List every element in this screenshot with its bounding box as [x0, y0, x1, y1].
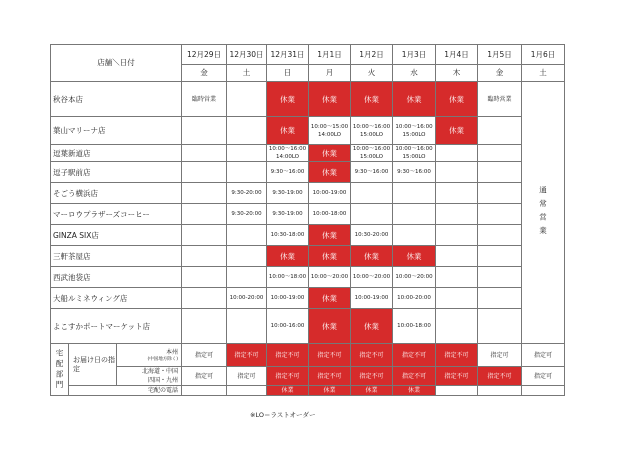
day-header: 日 — [267, 65, 309, 82]
hours-cell — [436, 204, 478, 225]
hours-cell — [393, 183, 436, 204]
hours-cell — [351, 204, 393, 225]
delivery-cell — [227, 386, 267, 396]
unavailable-cell: 指定不可 — [267, 367, 309, 386]
hours-cell — [227, 246, 267, 267]
hours-cell — [436, 145, 478, 162]
table-row — [51, 344, 565, 367]
store-name: 逗葉新道店 — [51, 145, 182, 162]
day-header: 木 — [436, 65, 478, 82]
hours-cell: 10:00～16:00 15:00LO — [393, 145, 436, 162]
hours-cell — [393, 225, 436, 246]
hours-cell: 9:30～16:00 — [393, 162, 436, 183]
hours-cell: 9:30～16:00 — [267, 162, 309, 183]
delivery-cell: 指定可 — [522, 344, 565, 367]
hours-cell: 10:00-16:00 — [267, 309, 309, 344]
table-row — [51, 288, 565, 309]
delivery-cell — [436, 386, 478, 396]
delivery-cell: 指定可 — [227, 367, 267, 386]
hours-cell — [478, 204, 522, 225]
hours-cell — [351, 183, 393, 204]
hours-cell: 10:00～15:00 14:00LO — [309, 117, 351, 145]
store-name: そごう横浜店 — [51, 183, 182, 204]
hours-cell — [436, 225, 478, 246]
delivery-row-label: 本州 (中国地方除く) — [117, 344, 182, 367]
unavailable-cell: 休業 — [393, 386, 436, 396]
hours-cell — [227, 117, 267, 145]
date-header: 1月4日 — [436, 45, 478, 65]
hours-cell — [227, 225, 267, 246]
delivery-row-label: 宅配の電話 — [69, 386, 182, 396]
table-row — [51, 45, 565, 65]
store-name: よこすかポートマーケット店 — [51, 309, 182, 344]
hours-cell: 10:00～18:00 — [267, 267, 309, 288]
hours-cell — [478, 309, 522, 344]
hours-cell — [436, 246, 478, 267]
hours-cell — [436, 183, 478, 204]
hours-cell — [393, 204, 436, 225]
date-header: 12月29日 — [182, 45, 227, 65]
closed-cell: 休業 — [267, 117, 309, 145]
corner-header: 店舗＼日付 — [51, 45, 182, 82]
unavailable-cell: 指定不可 — [267, 344, 309, 367]
date-header: 1月3日 — [393, 45, 436, 65]
hours-cell: 10:00～16:00 14:00LO — [267, 145, 309, 162]
hours-cell — [182, 267, 227, 288]
date-header: 12月31日 — [267, 45, 309, 65]
hours-cell — [478, 162, 522, 183]
hours-cell: 9:30～16:00 — [351, 162, 393, 183]
hours-cell: 10:30-18:00 — [267, 225, 309, 246]
store-name: 秋谷本店 — [51, 82, 182, 117]
hours-cell — [182, 309, 227, 344]
closed-cell: 休業 — [309, 82, 351, 117]
closed-cell: 休業 — [309, 288, 351, 309]
hours-cell — [182, 145, 227, 162]
hours-cell — [478, 145, 522, 162]
hours-cell — [436, 267, 478, 288]
delivery-cell: 指定可 — [478, 344, 522, 367]
unavailable-cell: 休業 — [351, 386, 393, 396]
table-row — [51, 145, 565, 162]
hours-cell — [436, 162, 478, 183]
unavailable-cell: 指定不可 — [351, 344, 393, 367]
hours-cell: 10:00-18:00 — [309, 204, 351, 225]
table-row — [51, 117, 565, 145]
table-row — [51, 225, 565, 246]
delivery-cell: 指定可 — [182, 367, 227, 386]
hours-cell: 10:00-20:00 — [393, 288, 436, 309]
day-header: 火 — [351, 65, 393, 82]
hours-cell — [182, 246, 227, 267]
hours-cell — [478, 288, 522, 309]
table-row — [51, 204, 565, 225]
closed-cell: 休業 — [351, 246, 393, 267]
table-row — [51, 246, 565, 267]
unavailable-cell: 指定不可 — [309, 344, 351, 367]
hours-cell: 10:00～16:00 15:00LO — [351, 117, 393, 145]
unavailable-cell: 指定不可 — [393, 367, 436, 386]
footnote: ※LO＝ラストオーダー — [250, 411, 316, 419]
store-name: 西武池袋店 — [51, 267, 182, 288]
hours-cell: 10:00-20:00 — [227, 288, 267, 309]
store-name: 葉山マリーナ店 — [51, 117, 182, 145]
hours-cell: 臨時営業 — [182, 82, 227, 117]
hours-cell: 10:00～20:00 — [309, 267, 351, 288]
store-name: 三軒茶屋店 — [51, 246, 182, 267]
closed-cell: 休業 — [351, 309, 393, 344]
date-header: 1月6日 — [522, 45, 565, 65]
hours-cell: 10:00-18:00 — [393, 309, 436, 344]
unavailable-cell: 指定不可 — [393, 344, 436, 367]
hours-cell: 10:00～20:00 — [393, 267, 436, 288]
closed-cell: 休業 — [393, 82, 436, 117]
hours-cell — [182, 117, 227, 145]
store-name: マーロウプラザーズコーヒー — [51, 204, 182, 225]
regular-hours-label: 通常営業 — [522, 82, 565, 344]
delivery-row-sublabel: (中国地方除く) — [147, 356, 178, 362]
hours-cell: 10:00-19:00 — [351, 288, 393, 309]
delivery-cell — [182, 386, 227, 396]
delivery-cell: 指定可 — [182, 344, 227, 367]
closed-cell: 休業 — [309, 145, 351, 162]
table-row — [51, 309, 565, 344]
closed-cell: 休業 — [436, 82, 478, 117]
closed-cell: 休業 — [309, 162, 351, 183]
unavailable-cell: 休業 — [267, 386, 309, 396]
date-header: 1月1日 — [309, 45, 351, 65]
unavailable-cell: 指定不可 — [436, 344, 478, 367]
hours-cell — [478, 117, 522, 145]
hours-cell — [436, 288, 478, 309]
closed-cell: 休業 — [267, 82, 309, 117]
closed-cell: 休業 — [351, 82, 393, 117]
hours-cell — [182, 225, 227, 246]
hours-cell — [182, 183, 227, 204]
hours-cell — [182, 288, 227, 309]
hours-cell — [227, 162, 267, 183]
hours-cell — [478, 225, 522, 246]
table-row — [51, 183, 565, 204]
unavailable-cell: 指定不可 — [436, 367, 478, 386]
hours-cell: 9:30-19:00 — [267, 183, 309, 204]
closed-cell: 休業 — [436, 117, 478, 145]
table-row — [51, 367, 565, 386]
hours-cell: 9:30-20:00 — [227, 183, 267, 204]
hours-cell — [227, 145, 267, 162]
day-header: 金 — [182, 65, 227, 82]
closed-cell: 休業 — [309, 309, 351, 344]
unavailable-cell: 指定不可 — [309, 367, 351, 386]
delivery-date-label: お届け日の指定 — [69, 344, 117, 386]
date-header: 1月5日 — [478, 45, 522, 65]
delivery-row-label: 北海道・中国 四国・九州 — [117, 367, 182, 386]
hours-cell — [182, 204, 227, 225]
hours-cell: 10:00～16:00 15:00LO — [351, 145, 393, 162]
unavailable-cell: 指定不可 — [351, 367, 393, 386]
table-row — [51, 267, 565, 288]
day-header: 水 — [393, 65, 436, 82]
day-header: 金 — [478, 65, 522, 82]
hours-cell — [478, 267, 522, 288]
day-header: 土 — [227, 65, 267, 82]
closed-cell: 休業 — [309, 246, 351, 267]
hours-cell: 10:00-19:00 — [267, 288, 309, 309]
unavailable-cell: 指定不可 — [478, 367, 522, 386]
hours-cell — [182, 162, 227, 183]
hours-cell: 9:30-19:00 — [267, 204, 309, 225]
hours-cell: 10:30-20:00 — [351, 225, 393, 246]
store-name: 大船ルミネウィング店 — [51, 288, 182, 309]
hours-cell: 9:30-20:00 — [227, 204, 267, 225]
table-row — [51, 82, 565, 117]
delivery-cell — [478, 386, 522, 396]
hours-cell: 臨時営業 — [478, 82, 522, 117]
delivery-cell — [522, 386, 565, 396]
delivery-section-label: 宅配部門 — [51, 344, 69, 396]
hours-cell: 10:00～20:00 — [351, 267, 393, 288]
table-row — [51, 162, 565, 183]
day-header: 月 — [309, 65, 351, 82]
schedule-table — [50, 44, 565, 396]
closed-cell: 休業 — [267, 246, 309, 267]
date-header: 1月2日 — [351, 45, 393, 65]
hours-cell — [227, 309, 267, 344]
closed-cell: 休業 — [309, 225, 351, 246]
unavailable-cell: 指定不可 — [227, 344, 267, 367]
holiday-schedule — [50, 44, 565, 396]
hours-cell — [478, 246, 522, 267]
hours-cell: 10:00～16:00 15:00LO — [393, 117, 436, 145]
hours-cell — [227, 267, 267, 288]
delivery-cell: 指定可 — [522, 367, 565, 386]
closed-cell: 休業 — [393, 246, 436, 267]
date-header: 12月30日 — [227, 45, 267, 65]
table-row — [51, 386, 565, 396]
store-name: 逗子駅前店 — [51, 162, 182, 183]
unavailable-cell: 休業 — [309, 386, 351, 396]
day-header: 土 — [522, 65, 565, 82]
hours-cell — [227, 82, 267, 117]
store-name: GINZA SIX店 — [51, 225, 182, 246]
hours-cell: 10:00-19:00 — [309, 183, 351, 204]
hours-cell — [436, 309, 478, 344]
hours-cell — [478, 183, 522, 204]
